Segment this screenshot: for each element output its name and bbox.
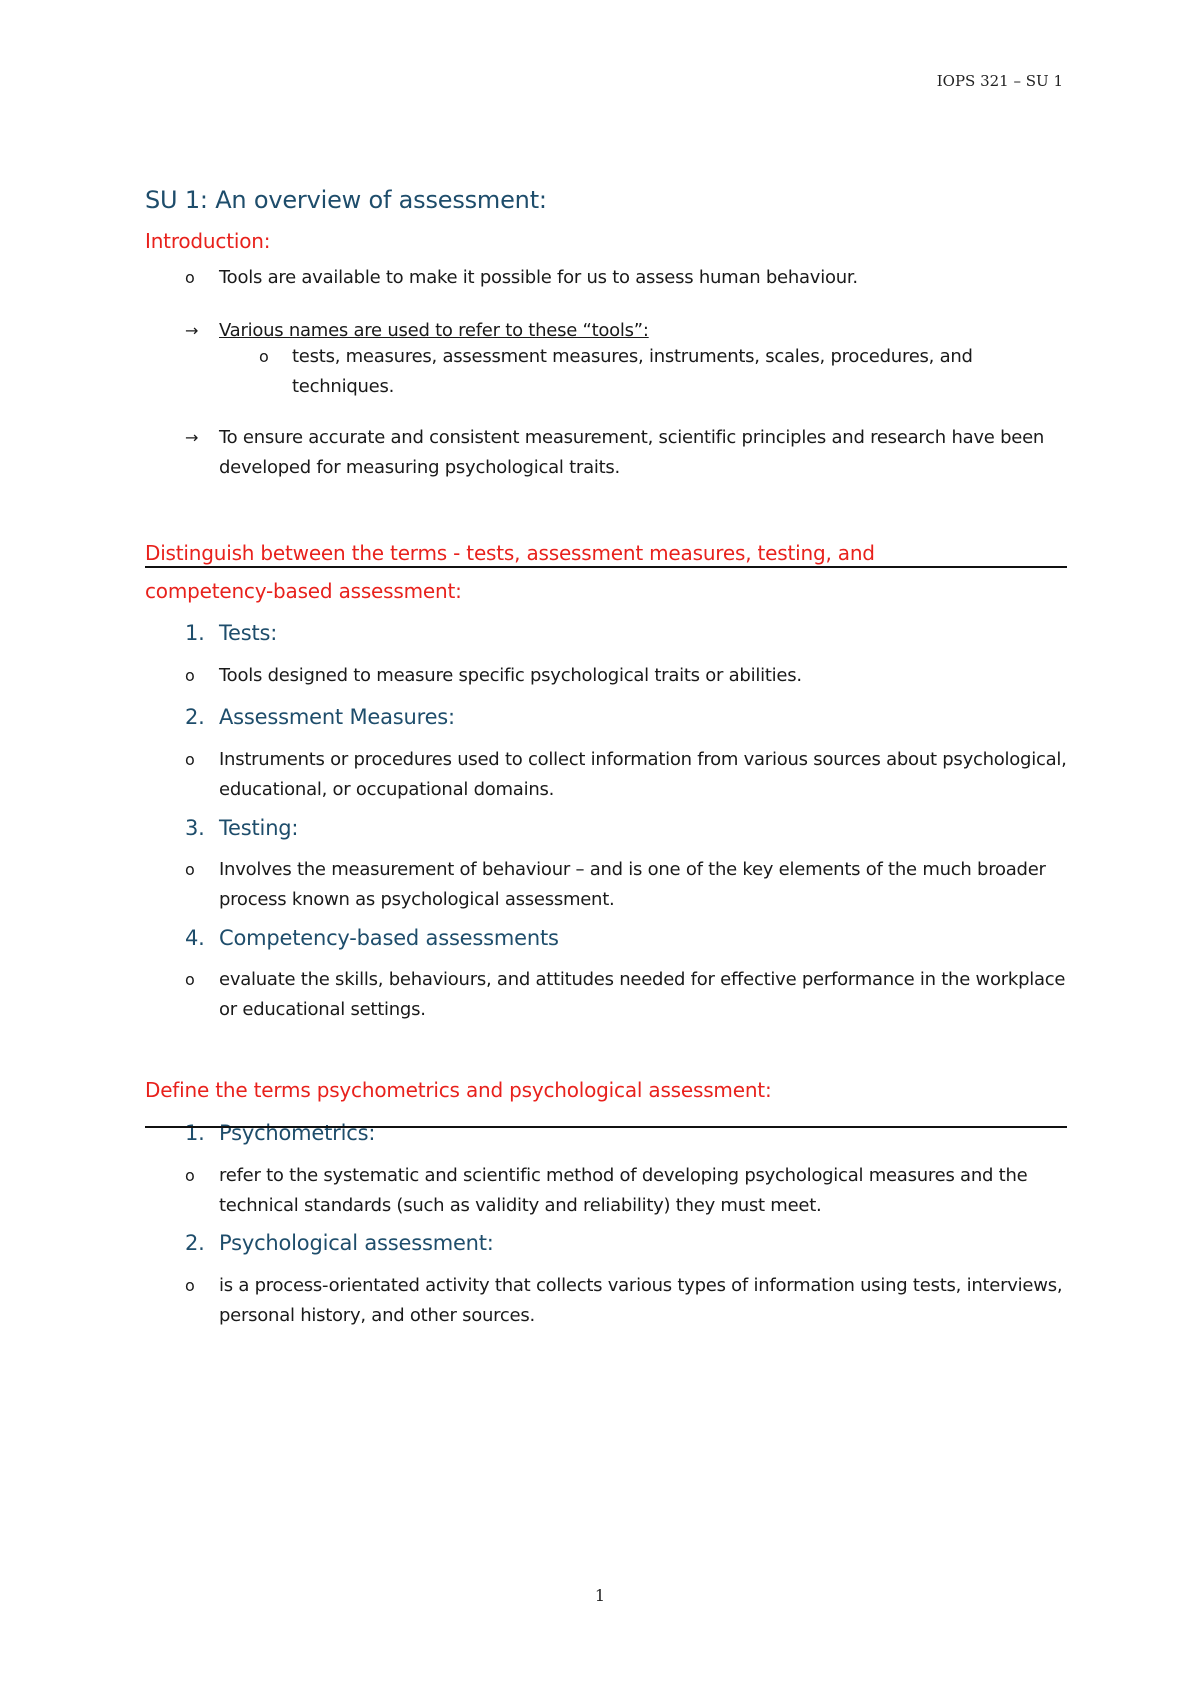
bullet-icon: o xyxy=(185,970,195,989)
introduction-heading: Introduction: xyxy=(145,229,271,253)
page-number: 1 xyxy=(594,1586,606,1605)
bullet-icon: o xyxy=(259,347,269,366)
definition-text: is a process-orientated activity that collects various types of information using tests, interviews, personal history, and other sources. xyxy=(219,1275,1063,1326)
definition-text: evaluate the skills, behaviours, and attitudes needed for effective performance in the workplace or educational settings. xyxy=(219,969,1066,1020)
section-divider xyxy=(145,566,1067,568)
bullet-icon: o xyxy=(185,1166,195,1185)
definition-text: Involves the measurement of behaviour – and is one of the key elements of the much broader process known as psychological assessment. xyxy=(219,859,1046,910)
definition-text: Tools designed to measure specific psychological traits or abilities. xyxy=(219,665,802,686)
intro-arrow-text: Various names are used to refer to these “tools”: xyxy=(219,320,649,341)
intro-sub-bullet-text: tests, measures, assessment measures, instruments, scales, procedures, and techniques. xyxy=(292,346,973,397)
bullet-icon: o xyxy=(185,860,195,879)
numbered-heading: 2. Assessment Measures: xyxy=(185,705,455,729)
section-heading: Define the terms psychometrics and psychological assessment: xyxy=(145,1078,772,1102)
section-divider xyxy=(145,1126,1067,1128)
definition-text: Instruments or procedures used to collect information from various sources about psychological, educational, or occupational domains. xyxy=(219,749,1067,800)
intro-arrow-text: To ensure accurate and consistent measurement, scientific principles and research have been developed for measuring psychological traits. xyxy=(219,427,1045,478)
bullet-icon: o xyxy=(185,1276,195,1295)
numbered-heading: 1. Psychometrics: xyxy=(185,1121,376,1145)
page-title: SU 1: An overview of assessment: xyxy=(145,186,547,214)
arrow-icon: → xyxy=(185,321,199,340)
numbered-heading: 4. Competency-based assessments xyxy=(185,926,559,950)
arrow-icon: → xyxy=(185,428,199,447)
numbered-heading: 1. Tests: xyxy=(185,621,278,645)
intro-bullet-text: Tools are available to make it possible for us to assess human behaviour. xyxy=(219,267,858,288)
definition-text: refer to the systematic and scientific method of developing psychological measures and the technical standards (such as validity and reliability) they must meet. xyxy=(219,1165,1028,1216)
numbered-heading: 3. Testing: xyxy=(185,816,299,840)
bullet-icon: o xyxy=(185,750,195,769)
bullet-icon: o xyxy=(185,268,195,287)
bullet-icon: o xyxy=(185,666,195,685)
section-heading: Distinguish between the terms - tests, assessment measures, testing, and competency-based assessment: xyxy=(145,541,875,603)
running-header: IOPS 321 – SU 1 xyxy=(936,72,1063,90)
numbered-heading: 2. Psychological assessment: xyxy=(185,1231,494,1255)
